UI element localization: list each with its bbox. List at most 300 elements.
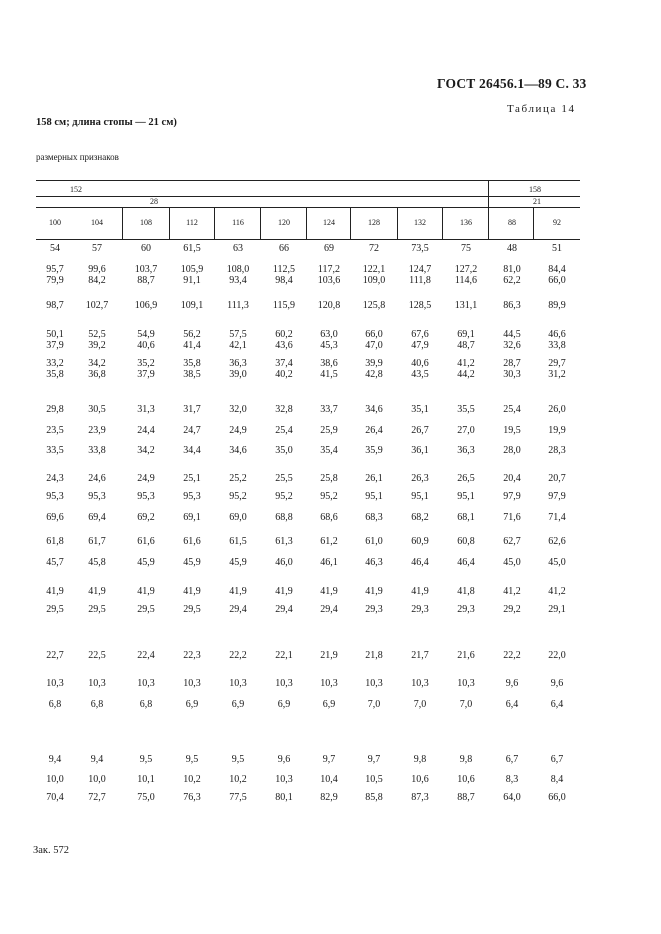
table-cell: 10,3: [365, 678, 383, 689]
table-cell: 9,4: [48, 754, 62, 765]
table-cell: 102,7: [85, 300, 109, 311]
table-cell: 41,2: [503, 586, 521, 597]
table-rule-foot: [36, 207, 580, 208]
table-cell: 21,7: [411, 650, 429, 661]
table-column-divider: [169, 208, 170, 239]
table-cell: 22,4: [137, 650, 155, 661]
table-cell: 97,9: [503, 491, 521, 502]
table-cell: 46,0: [275, 557, 293, 568]
table-cell: 45,0: [503, 557, 521, 568]
table-cell: 63: [233, 243, 243, 254]
table-cell: 41,8: [457, 586, 475, 597]
table-cell: 23,9: [88, 425, 106, 436]
table-cell: 45,8: [88, 557, 106, 568]
table-cell: 25,4: [503, 404, 521, 415]
table-cell: 21,6: [457, 650, 475, 661]
table-cell: 19,5: [503, 425, 521, 436]
table-cell: 114,6: [454, 275, 478, 286]
table-cell: 30,3: [503, 369, 521, 380]
table-cell: 29,4: [275, 604, 293, 615]
table-cell: 10,0: [46, 774, 64, 785]
table-cell: 62,2: [503, 275, 521, 286]
table-cell: 95,2: [275, 491, 293, 502]
table-cell: 89,9: [548, 300, 566, 311]
table-cell: 29,5: [88, 604, 106, 615]
table-cell: 69,1: [183, 512, 201, 523]
table-cell: 111,3: [227, 300, 249, 311]
table-cell: 26,1: [365, 473, 383, 484]
table-cell: 41,9: [229, 586, 247, 597]
table-cell: 69: [324, 243, 334, 254]
table-cell: 61,2: [320, 536, 338, 547]
table-cell: 54,9: [137, 329, 155, 340]
table-cell: 10,3: [229, 678, 247, 689]
table-cell: 41,9: [183, 586, 201, 597]
table-cell: 41,4: [183, 340, 201, 351]
table-cell: 29,8: [46, 404, 64, 415]
table-cell: 61,8: [46, 536, 64, 547]
table-cell: 46,6: [548, 329, 566, 340]
table-cell: 108,0: [226, 264, 250, 275]
table-cell: 69,2: [137, 512, 155, 523]
table-cell: 46,3: [365, 557, 383, 568]
table-cell: 35,0: [275, 445, 293, 456]
table-cell: 62,7: [503, 536, 521, 547]
table-cell: 46,1: [320, 557, 338, 568]
table-cell: 46,4: [457, 557, 475, 568]
table-cell: 57,5: [229, 329, 247, 340]
table-cell: 29,5: [183, 604, 201, 615]
table-cell: 10,3: [411, 678, 429, 689]
table-cell: 10,3: [275, 774, 293, 785]
table-cell: 62,6: [548, 536, 566, 547]
table-cell: 35,4: [320, 445, 338, 456]
column-header: 124: [323, 218, 335, 227]
table-cell: 61,6: [183, 536, 201, 547]
table-cell: 66: [279, 243, 289, 254]
table-column-divider: [260, 208, 261, 239]
table-cell: 44,5: [503, 329, 521, 340]
table-cell: 35,8: [183, 358, 201, 369]
column-header: 132: [414, 218, 426, 227]
table-cell: 111,8: [409, 275, 431, 286]
table-cell: 95,1: [457, 491, 475, 502]
table-cell: 29,3: [365, 604, 383, 615]
table-cell: 10,2: [229, 774, 247, 785]
table-cell: 37,4: [275, 358, 293, 369]
table-cell: 85,8: [365, 792, 383, 803]
column-header: 108: [140, 218, 152, 227]
table-cell: 95,7: [46, 264, 64, 275]
table-cell: 9,6: [277, 754, 291, 765]
table-cell: 38,6: [320, 358, 338, 369]
table-cell: 28,0: [503, 445, 521, 456]
table-column-divider: [397, 208, 398, 239]
table-cell: 109,1: [180, 300, 204, 311]
order-note: Зак. 572: [33, 845, 70, 856]
table-cell: 10,3: [183, 678, 201, 689]
table-cell: 71,4: [548, 512, 566, 523]
table-column-divider: [214, 208, 215, 239]
table-cell: 6,9: [322, 699, 336, 710]
table-cell: 6,8: [139, 699, 153, 710]
table-cell: 25,8: [320, 473, 338, 484]
column-header: 88: [508, 218, 516, 227]
table-cell: 60,2: [275, 329, 293, 340]
table-cell: 95,3: [88, 491, 106, 502]
table-cell: 64,0: [503, 792, 521, 803]
table-cell: 9,6: [550, 678, 564, 689]
table-cell: 29,2: [503, 604, 521, 615]
table-cell: 109,0: [362, 275, 386, 286]
table-cell: 24,9: [137, 473, 155, 484]
table-cell: 105,9: [180, 264, 204, 275]
table-cell: 69,0: [229, 512, 247, 523]
table-cell: 10,2: [183, 774, 201, 785]
table-cell: 9,6: [505, 678, 519, 689]
table-cell: 26,0: [548, 404, 566, 415]
table-cell: 52,5: [88, 329, 106, 340]
table-cell: 84,2: [88, 275, 106, 286]
table-cell: 68,8: [275, 512, 293, 523]
table-label: Таблица 14: [507, 103, 576, 115]
table-cell: 28,3: [548, 445, 566, 456]
table-cell: 35,8: [46, 369, 64, 380]
table-cell: 60,8: [457, 536, 475, 547]
table-cell: 24,6: [88, 473, 106, 484]
table-cell: 84,4: [548, 264, 566, 275]
table-cell: 120,8: [317, 300, 341, 311]
table-cell: 25,1: [183, 473, 201, 484]
table-column-divider: [488, 208, 489, 239]
table-cell: 61,7: [88, 536, 106, 547]
table-cell: 26,3: [411, 473, 429, 484]
table-cell: 10,4: [320, 774, 338, 785]
table-cell: 7,0: [367, 699, 381, 710]
table-cell: 9,8: [459, 754, 473, 765]
table-cell: 10,1: [137, 774, 155, 785]
table-cell: 54: [50, 243, 60, 254]
table-cell: 6,7: [505, 754, 519, 765]
table-subtitle: 158 см; длина стопы — 21 см): [36, 117, 177, 128]
table-cell: 31,3: [137, 404, 155, 415]
table-cell: 33,8: [88, 445, 106, 456]
table-cell: 86,3: [503, 300, 521, 311]
table-cell: 95,3: [46, 491, 64, 502]
table-cell: 7,0: [413, 699, 427, 710]
table-cell: 6,4: [550, 699, 564, 710]
table-cell: 60,9: [411, 536, 429, 547]
table-cell: 36,3: [457, 445, 475, 456]
table-cell: 29,3: [457, 604, 475, 615]
table-cell: 39,0: [229, 369, 247, 380]
table-cell: 39,9: [365, 358, 383, 369]
table-cell: 34,6: [365, 404, 383, 415]
table-cell: 21,9: [320, 650, 338, 661]
table-cell: 41,9: [365, 586, 383, 597]
table-cell: 20,7: [548, 473, 566, 484]
table-cell: 69,6: [46, 512, 64, 523]
table-cell: 41,2: [457, 358, 475, 369]
table-cell: 35,9: [365, 445, 383, 456]
group-height-label: 152: [70, 185, 82, 194]
table-cell: 91,1: [183, 275, 201, 286]
table-cell: 24,3: [46, 473, 64, 484]
table-cell: 88,7: [457, 792, 475, 803]
table-cell: 37,9: [137, 369, 155, 380]
table-cell: 10,3: [457, 678, 475, 689]
table-cell: 9,5: [231, 754, 245, 765]
table-cell: 25,5: [275, 473, 293, 484]
table-cell: 26,7: [411, 425, 429, 436]
table-cell: 95,1: [411, 491, 429, 502]
table-cell: 41,9: [46, 586, 64, 597]
table-cell: 19,9: [548, 425, 566, 436]
table-cell: 67,6: [411, 329, 429, 340]
table-cell: 48: [507, 243, 517, 254]
table-cell: 103,7: [134, 264, 158, 275]
table-cell: 31,7: [183, 404, 201, 415]
table-cell: 35,1: [411, 404, 429, 415]
column-header: 136: [460, 218, 472, 227]
table-cell: 71,6: [503, 512, 521, 523]
table-cell: 29,5: [137, 604, 155, 615]
table-cell: 41,9: [88, 586, 106, 597]
table-cell: 75,0: [137, 792, 155, 803]
table-cell: 57: [92, 243, 102, 254]
table-cell: 128,5: [408, 300, 432, 311]
table-cell: 9,7: [322, 754, 336, 765]
table-cell: 28,7: [503, 358, 521, 369]
table-column-divider: [350, 208, 351, 239]
table-cell: 98,7: [46, 300, 64, 311]
table-cell: 56,2: [183, 329, 201, 340]
table-cell: 24,9: [229, 425, 247, 436]
column-header: 92: [553, 218, 561, 227]
table-cell: 41,5: [320, 369, 338, 380]
table-cell: 46,4: [411, 557, 429, 568]
table-cell: 66,0: [365, 329, 383, 340]
table-cell: 98,4: [275, 275, 293, 286]
table-cell: 32,8: [275, 404, 293, 415]
column-header: 116: [232, 218, 244, 227]
table-cell: 93,4: [229, 275, 247, 286]
table-cell: 40,6: [411, 358, 429, 369]
table-cell: 81,0: [503, 264, 521, 275]
group-foot-label: 21: [533, 197, 541, 206]
column-header: 128: [368, 218, 380, 227]
table-cell: 22,3: [183, 650, 201, 661]
table-cell: 26,5: [457, 473, 475, 484]
table-cell: 45,0: [548, 557, 566, 568]
table-cell: 22,5: [88, 650, 106, 661]
table-cell: 47,0: [365, 340, 383, 351]
table-cell: 72: [369, 243, 379, 254]
table-cell: 22,2: [229, 650, 247, 661]
table-cell: 29,7: [548, 358, 566, 369]
table-cell: 34,6: [229, 445, 247, 456]
table-cell: 76,3: [183, 792, 201, 803]
table-caption: размерных признаков: [36, 152, 119, 162]
table-cell: 8,4: [550, 774, 564, 785]
table-cell: 6,9: [185, 699, 199, 710]
table-cell: 22,1: [275, 650, 293, 661]
table-cell: 10,3: [88, 678, 106, 689]
table-cell: 36,1: [411, 445, 429, 456]
table-cell: 60: [141, 243, 151, 254]
group-foot-label: 28: [150, 197, 158, 206]
table-cell: 10,3: [137, 678, 155, 689]
table-cell: 61,5: [183, 243, 201, 254]
table-cell: 48,7: [457, 340, 475, 351]
table-cell: 95,1: [365, 491, 383, 502]
table-cell: 33,5: [46, 445, 64, 456]
table-cell: 43,5: [411, 369, 429, 380]
table-cell: 117,2: [317, 264, 341, 275]
table-cell: 66,0: [548, 792, 566, 803]
table-cell: 103,6: [317, 275, 341, 286]
table-cell: 20,4: [503, 473, 521, 484]
table-cell: 106,9: [134, 300, 158, 311]
table-cell: 95,2: [229, 491, 247, 502]
table-cell: 23,5: [46, 425, 64, 436]
table-cell: 68,1: [457, 512, 475, 523]
table-cell: 10,6: [457, 774, 475, 785]
document-code: ГОСТ 26456.1—89 С. 33: [437, 76, 587, 91]
table-cell: 73,5: [411, 243, 429, 254]
table-cell: 25,4: [275, 425, 293, 436]
table-cell: 41,9: [320, 586, 338, 597]
table-cell: 36,3: [229, 358, 247, 369]
table-cell: 22,2: [503, 650, 521, 661]
table-cell: 95,3: [137, 491, 155, 502]
table-cell: 36,8: [88, 369, 106, 380]
table-rule-group: [36, 196, 580, 197]
table-cell: 80,1: [275, 792, 293, 803]
table-cell: 41,9: [137, 586, 155, 597]
table-cell: 50,1: [46, 329, 64, 340]
table-cell: 6,8: [48, 699, 62, 710]
table-cell: 61,5: [229, 536, 247, 547]
column-header: 112: [186, 218, 198, 227]
table-cell: 51: [552, 243, 562, 254]
table-cell: 34,4: [183, 445, 201, 456]
table-cell: 45,9: [229, 557, 247, 568]
table-cell: 9,8: [413, 754, 427, 765]
table-cell: 42,8: [365, 369, 383, 380]
table-cell: 29,5: [46, 604, 64, 615]
table-cell: 22,7: [46, 650, 64, 661]
table-cell: 25,9: [320, 425, 338, 436]
table-cell: 30,5: [88, 404, 106, 415]
table-cell: 10,6: [411, 774, 429, 785]
column-header: 104: [91, 218, 103, 227]
table-rule-top: [36, 180, 580, 181]
table-cell: 22,0: [548, 650, 566, 661]
table-cell: 21,8: [365, 650, 383, 661]
table-cell: 97,9: [548, 491, 566, 502]
table-cell: 44,2: [457, 369, 475, 380]
table-cell: 45,7: [46, 557, 64, 568]
table-cell: 29,3: [411, 604, 429, 615]
table-cell: 27,0: [457, 425, 475, 436]
table-cell: 10,5: [365, 774, 383, 785]
table-cell: 61,0: [365, 536, 383, 547]
table-cell: 24,4: [137, 425, 155, 436]
table-cell: 26,4: [365, 425, 383, 436]
table-cell: 72,7: [88, 792, 106, 803]
table-cell: 63,0: [320, 329, 338, 340]
table-cell: 6,9: [231, 699, 245, 710]
table-cell: 68,2: [411, 512, 429, 523]
table-cell: 32,6: [503, 340, 521, 351]
table-cell: 45,3: [320, 340, 338, 351]
table-cell: 38,5: [183, 369, 201, 380]
table-cell: 9,5: [139, 754, 153, 765]
table-cell: 34,2: [137, 445, 155, 456]
table-cell: 6,8: [90, 699, 104, 710]
table-cell: 75: [461, 243, 471, 254]
table-cell: 33,7: [320, 404, 338, 415]
table-cell: 47,9: [411, 340, 429, 351]
table-cell: 35,2: [137, 358, 155, 369]
table-cell: 127,2: [454, 264, 478, 275]
table-cell: 7,0: [459, 699, 473, 710]
table-cell: 115,9: [272, 300, 296, 311]
table-cell: 45,9: [137, 557, 155, 568]
table-cell: 61,6: [137, 536, 155, 547]
column-header: 120: [278, 218, 290, 227]
table-cell: 88,7: [137, 275, 155, 286]
table-cell: 66,0: [548, 275, 566, 286]
table-cell: 29,1: [548, 604, 566, 615]
table-cell: 69,4: [88, 512, 106, 523]
table-column-divider: [306, 208, 307, 239]
table-cell: 125,8: [362, 300, 386, 311]
table-cell: 10,3: [320, 678, 338, 689]
table-cell: 43,6: [275, 340, 293, 351]
table-cell: 6,4: [505, 699, 519, 710]
table-cell: 33,8: [548, 340, 566, 351]
table-cell: 40,6: [137, 340, 155, 351]
table-cell: 34,2: [88, 358, 106, 369]
table-cell: 68,6: [320, 512, 338, 523]
table-cell: 25,2: [229, 473, 247, 484]
table-cell: 40,2: [275, 369, 293, 380]
table-cell: 131,1: [454, 300, 478, 311]
table-cell: 95,2: [320, 491, 338, 502]
column-header: 100: [49, 218, 61, 227]
table-cell: 8,3: [505, 774, 519, 785]
table-cell: 6,7: [550, 754, 564, 765]
table-cell: 124,7: [408, 264, 432, 275]
table-column-divider: [122, 208, 123, 239]
table-cell: 45,9: [183, 557, 201, 568]
table-cell: 37,9: [46, 340, 64, 351]
table-cell: 32,0: [229, 404, 247, 415]
table-cell: 9,4: [90, 754, 104, 765]
table-cell: 69,1: [457, 329, 475, 340]
table-column-divider: [533, 208, 534, 239]
table-rule-header-bottom: [36, 239, 580, 240]
table-cell: 10,3: [46, 678, 64, 689]
table-cell: 42,1: [229, 340, 247, 351]
table-cell: 10,3: [275, 678, 293, 689]
table-cell: 29,4: [320, 604, 338, 615]
table-cell: 79,9: [46, 275, 64, 286]
table-cell: 9,7: [367, 754, 381, 765]
table-cell: 24,7: [183, 425, 201, 436]
